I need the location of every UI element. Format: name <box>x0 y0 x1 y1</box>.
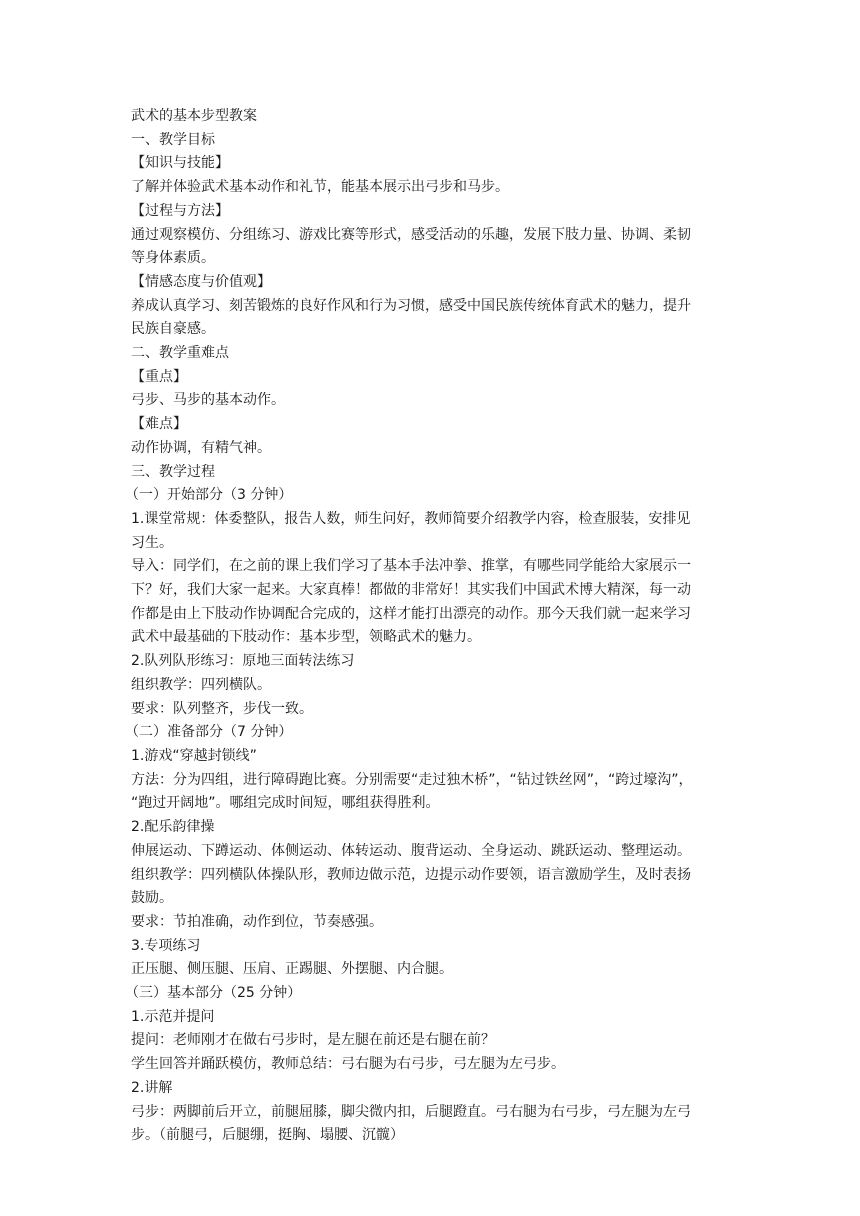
text-line: 3.专项练习 <box>131 937 201 954</box>
text-line: 2.配乐韵律操 <box>131 819 215 836</box>
text-line: 通过观察模仿、分组练习、游戏比赛等形式，感受活动的乐趣，发展下肢力量、协调、柔韧 <box>131 226 691 243</box>
text-line: 下？好，我们大家一起来。大家真棒！都做的非常好！其实我们中国武术博大精深，每一动 <box>131 582 691 599</box>
text-line: 组织教学：四列横队。 <box>131 676 271 693</box>
text-line: 学生回答并踊跃模仿，教师总结：弓右腿为右弓步，弓左腿为左弓步。 <box>131 1056 565 1073</box>
text-line: 民族自豪感。 <box>131 321 215 338</box>
text-line: 养成认真学习、刻苦锻炼的良好作风和行为习惯，感受中国民族传统体育武术的魅力，提升 <box>131 297 691 314</box>
text-line: 2.讲解 <box>131 1079 173 1096</box>
text-line: 1.课堂常规：体委整队，报告人数，师生问好，教师简要介绍教学内容，检查服装，安排见 <box>131 510 691 527</box>
text-line: 1.示范并提问 <box>131 1008 215 1025</box>
subheading-difficulty: 【难点】 <box>131 416 187 433</box>
text-line: 弓步、马步的基本动作。 <box>131 392 285 409</box>
text-line: 伸展运动、下蹲运动、体侧运动、体转运动、腹背运动、全身运动、跳跃运动、整理运动。 <box>131 842 691 859</box>
text-line: 1.游戏“穿越封锁线” <box>131 747 257 764</box>
subheading-attitude: 【情感态度与价值观】 <box>131 273 271 290</box>
text-line: 要求：节拍准确，动作到位，节奏感强。 <box>131 913 383 930</box>
section-heading-key-points: 二、教学重难点 <box>131 345 229 362</box>
document-page <box>125 105 731 1148</box>
text-line: 作都是由上下肢动作协调配合完成的，这样才能打出漂亮的动作。那今天我们就一起来学习 <box>131 605 691 622</box>
text-line: 组织教学：四列横队体操队形，教师边做示范，边提示动作要领，语言激励学生，及时表扬 <box>131 866 691 883</box>
text-line: 动作协调，有精气神。 <box>131 439 271 456</box>
text-line: 方法：分为四组，进行障碍跑比赛。分别需要“走过独木桥”，“钻过铁丝网”，“跨过壕沟”， <box>131 771 693 788</box>
text-line: 2.队列队形练习：原地三面转法练习 <box>131 653 355 670</box>
text-line: 导入：同学们，在之前的课上我们学习了基本手法冲拳、推掌，有哪些同学能给大家展示一 <box>131 558 691 575</box>
text-line: “跑过开阔地”。哪组完成时间短，哪组获得胜利。 <box>131 795 440 812</box>
text-line: 弓步：两脚前后开立，前腿屈膝，脚尖微内扣，后腿蹬直。弓右腿为右弓步，弓左腿为左弓 <box>131 1103 691 1120</box>
text-line: 了解并体验武术基本动作和礼节，能基本展示出弓步和马步。 <box>131 179 509 196</box>
subsection-prepare: （二）准备部分（7 分钟） <box>125 724 293 741</box>
text-line: 提问：老师刚才在做右弓步时，是左腿在前还是右腿在前？ <box>131 1032 495 1049</box>
text-line: 习生。 <box>131 534 173 551</box>
subheading-focus: 【重点】 <box>131 368 187 385</box>
section-heading-goals: 一、教学目标 <box>131 131 215 148</box>
subheading-knowledge: 【知识与技能】 <box>131 155 229 172</box>
text-line: 鼓励。 <box>131 890 173 907</box>
text-line: 正压腿、侧压腿、压肩、正踢腿、外摆腿、内合腿。 <box>131 961 453 978</box>
text-line: 步。（前腿弓，后腿绷，挺胸、塌腰、沉髋） <box>131 1127 404 1144</box>
subsection-basic: （三）基本部分（25 分钟） <box>125 985 302 1002</box>
text-line: 武术中最基础的下肢动作：基本步型，领略武术的魅力。 <box>131 629 481 646</box>
section-heading-process: 三、教学过程 <box>131 463 215 480</box>
document-title: 武术的基本步型教案 <box>131 108 257 124</box>
subheading-process: 【过程与方法】 <box>131 202 229 219</box>
text-line: 等身体素质。 <box>131 250 215 267</box>
text-line: 要求：队列整齐，步伐一致。 <box>131 700 313 717</box>
subsection-start: （一）开始部分（3 分钟） <box>125 487 293 504</box>
